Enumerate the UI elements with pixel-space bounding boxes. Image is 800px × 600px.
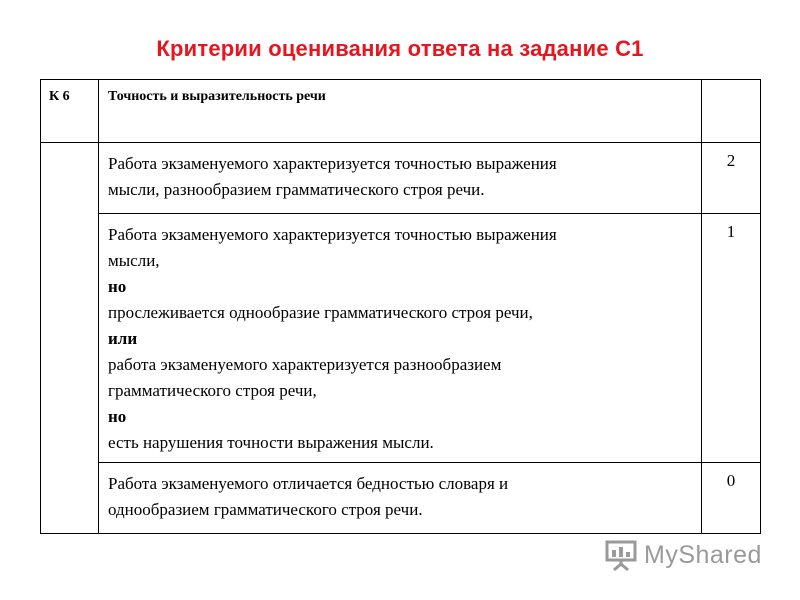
table-header-row (41, 80, 761, 143)
description-line: есть нарушения точности выражения мысли. (108, 433, 434, 452)
criterion-name: Точность и выразительность речи (99, 80, 702, 143)
row-score: 2 (702, 143, 761, 214)
criterion-code: К 6 (41, 80, 99, 143)
slide-title: Критерии оценивания ответа на задание С1 (156, 36, 644, 61)
conjunction-line: или (108, 329, 138, 348)
criteria-table (40, 79, 761, 534)
row-score: 1 (702, 214, 761, 463)
conjunction-line: но (108, 407, 127, 426)
presentation-board-icon (604, 538, 638, 572)
description-line: Работа экзаменуемого характеризуется точностью выражения (108, 154, 557, 173)
description-line: однообразием грамматического строя речи. (108, 500, 423, 519)
table-row (41, 214, 761, 463)
description-line: работа экзаменуемого характеризуется разнообразием (108, 355, 502, 374)
table-row (41, 463, 761, 534)
description-line: мысли, (108, 251, 160, 270)
row-description (99, 463, 702, 534)
row-description (99, 143, 702, 214)
watermark-logo (604, 538, 762, 572)
conjunction-line: но (108, 277, 127, 296)
row-description (99, 214, 702, 463)
description-line: прослеживается однообразие грамматического строя речи, (108, 303, 533, 322)
description-line: Работа экзаменуемого характеризуется точностью выражения (108, 225, 557, 244)
watermark-text: MyShared (644, 540, 762, 569)
header-score-cell (702, 80, 761, 143)
row-score: 0 (702, 463, 761, 534)
empty-code-cell (41, 143, 99, 534)
table-row (41, 143, 761, 214)
description-line: мысли, разнообразием грамматического строя речи. (108, 180, 485, 199)
description-line: Работа экзаменуемого отличается бедностью словаря и (108, 474, 509, 493)
description-line: грамматического строя речи, (108, 381, 317, 400)
